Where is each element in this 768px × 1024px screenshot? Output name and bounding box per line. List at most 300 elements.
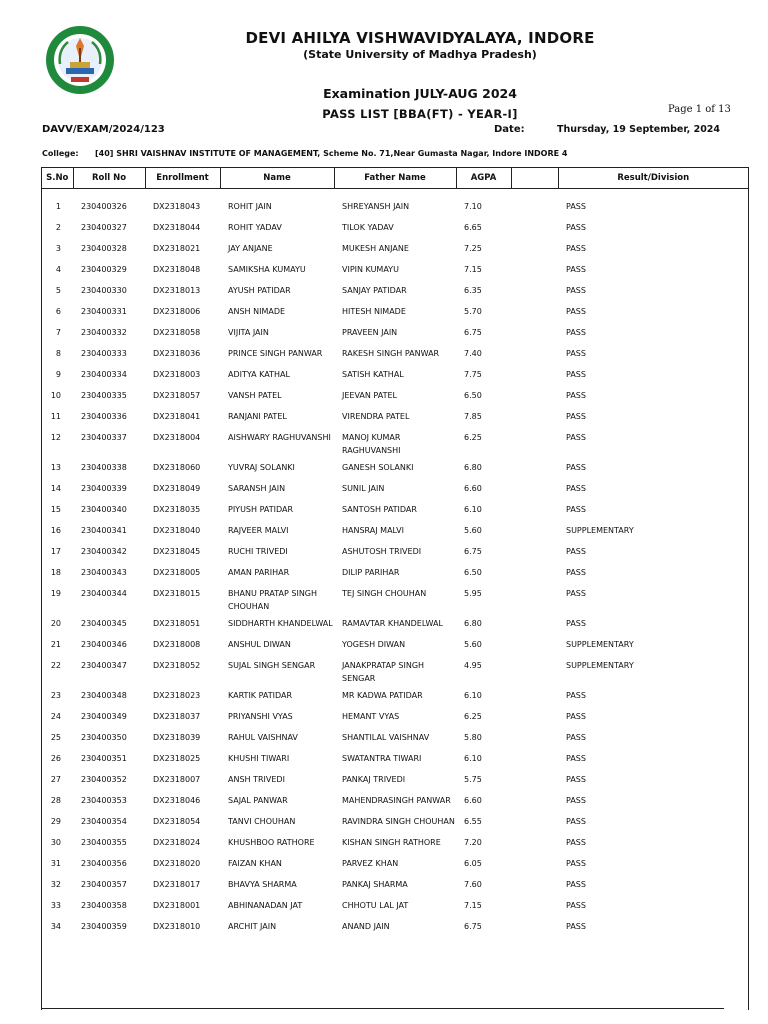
roll-no-cell: 230400328	[81, 244, 127, 253]
result-cell: PASS	[566, 859, 586, 868]
name-cell: KARTIK PATIDAR	[228, 691, 293, 700]
father-name-cell: RAMAVTAR KHANDELWAL	[342, 619, 443, 628]
name-cell: ANSH NIMADE	[228, 307, 286, 316]
sno-cell: 13	[50, 463, 61, 472]
table-row	[42, 343, 748, 364]
result-cell: PASS	[566, 412, 586, 421]
college-label: College:	[42, 149, 79, 158]
table-row	[42, 259, 748, 280]
enrollment-cell: DX2318017	[153, 880, 201, 889]
date-value: Thursday, 19 September, 2024	[557, 124, 721, 135]
sno-cell: 5	[55, 286, 61, 295]
father-name-cell: TILOK YADAV	[342, 223, 394, 232]
sno-cell: 7	[55, 328, 61, 337]
roll-no-cell: 230400329	[81, 265, 127, 274]
table-row	[42, 427, 748, 457]
name-cell: VIJITA JAIN	[228, 328, 269, 337]
table-row	[42, 562, 748, 583]
table-row	[42, 457, 748, 478]
blank-cell	[511, 790, 558, 811]
sno-cell: 30	[50, 838, 61, 847]
result-cell: PASS	[566, 202, 586, 211]
agpa-cell: 6.75	[464, 547, 482, 556]
roll-no-cell: 230400349	[81, 712, 127, 721]
enrollment-cell: DX2318035	[153, 505, 201, 514]
date-label: Date:	[494, 124, 525, 135]
name-cell: ABHINANADAN JAT	[228, 901, 303, 910]
blank-cell	[511, 478, 558, 499]
name-cell: ADITYA KATHAL	[228, 370, 290, 379]
table-row	[42, 301, 748, 322]
roll-no-cell: 230400327	[81, 223, 127, 232]
blank-cell	[511, 811, 558, 832]
result-cell: PASS	[566, 391, 586, 400]
result-cell: PASS	[566, 619, 586, 628]
blank-cell	[511, 301, 558, 322]
enrollment-cell: DX2318021	[153, 244, 201, 253]
agpa-cell: 5.60	[464, 526, 482, 535]
roll-no-cell: 230400348	[81, 691, 127, 700]
blank-cell	[511, 364, 558, 385]
father-name-cell: TEJ SINGH CHOUHAN	[342, 589, 427, 598]
column-header: Roll No	[73, 168, 145, 189]
result-cell: PASS	[566, 901, 586, 910]
result-cell: PASS	[566, 505, 586, 514]
roll-no-cell: 230400357	[81, 880, 127, 889]
agpa-cell: 6.80	[464, 463, 482, 472]
enrollment-cell: DX2318058	[153, 328, 201, 337]
result-cell: PASS	[566, 244, 586, 253]
column-header: Name	[220, 168, 334, 189]
sno-cell: 18	[50, 568, 61, 577]
blank-cell	[511, 916, 558, 937]
name-cell: SUJAL SINGH SENGAR	[228, 661, 316, 670]
column-header: S.No	[42, 168, 73, 189]
blank-cell	[511, 406, 558, 427]
sno-cell: 23	[50, 691, 61, 700]
sno-cell: 34	[50, 922, 61, 931]
blank-cell	[511, 499, 558, 520]
table-row	[42, 385, 748, 406]
result-cell: SUPPLEMENTARY	[566, 661, 634, 670]
result-cell: PASS	[566, 286, 586, 295]
roll-no-cell: 230400351	[81, 754, 127, 763]
blank-cell	[511, 238, 558, 259]
result-cell: PASS	[566, 463, 586, 472]
enrollment-cell: DX2318015	[153, 589, 201, 598]
enrollment-cell: DX2318001	[153, 901, 201, 910]
table-row	[42, 478, 748, 499]
name-cell: PIYUSH PATIDAR	[228, 505, 294, 514]
result-cell: PASS	[566, 775, 586, 784]
enrollment-cell: DX2318045	[153, 547, 201, 556]
table-row	[42, 727, 748, 748]
roll-no-cell: 230400340	[81, 505, 127, 514]
father-name-cell: SANJAY PATIDAR	[342, 286, 407, 295]
table-row	[42, 748, 748, 769]
enrollment-cell: DX2318036	[153, 349, 201, 358]
roll-no-cell: 230400342	[81, 547, 127, 556]
name-cell: RANJANI PATEL	[228, 412, 287, 421]
father-name-cell: HEMANT VYAS	[342, 712, 400, 721]
agpa-cell: 6.25	[464, 712, 482, 721]
agpa-cell: 6.35	[464, 286, 482, 295]
sno-cell: 14	[50, 484, 61, 493]
roll-no-cell: 230400330	[81, 286, 127, 295]
father-name-cell: RAVINDRA SINGH CHOUHAN	[342, 817, 455, 826]
table-bottom-rule	[41, 1008, 724, 1009]
agpa-cell: 7.40	[464, 349, 482, 358]
result-cell: PASS	[566, 712, 586, 721]
roll-no-cell: 230400335	[81, 391, 127, 400]
blank-cell	[511, 280, 558, 301]
agpa-cell: 6.50	[464, 568, 482, 577]
roll-no-cell: 230400354	[81, 817, 127, 826]
name-cell: PRINCE SINGH PANWAR	[228, 349, 323, 358]
table-row	[42, 832, 748, 853]
sno-cell: 24	[50, 712, 61, 721]
result-cell: PASS	[566, 922, 586, 931]
agpa-cell: 6.80	[464, 619, 482, 628]
name-cell: BHANU PRATAP SINGH CHOUHAN	[228, 589, 318, 611]
father-name-cell: JEEVAN PATEL	[342, 391, 397, 400]
name-cell: ANSHUL DIWAN	[228, 640, 291, 649]
enrollment-cell: DX2318039	[153, 733, 201, 742]
enrollment-cell: DX2318005	[153, 568, 201, 577]
sno-cell: 27	[50, 775, 61, 784]
roll-no-cell: 230400333	[81, 349, 127, 358]
roll-no-cell: 230400358	[81, 901, 127, 910]
blank-cell	[511, 189, 558, 218]
table-row	[42, 217, 748, 238]
sno-cell: 3	[55, 244, 61, 253]
father-name-cell: RAKESH SINGH PANWAR	[342, 349, 440, 358]
table-row	[42, 322, 748, 343]
agpa-cell: 4.95	[464, 661, 482, 670]
blank-cell	[511, 385, 558, 406]
result-cell: PASS	[566, 838, 586, 847]
column-header: Enrollment	[145, 168, 220, 189]
agpa-cell: 7.15	[464, 265, 482, 274]
father-name-cell: MAHENDRASINGH PANWAR	[342, 796, 451, 805]
name-cell: AISHWARY RAGHUVANSHI	[228, 433, 331, 442]
agpa-cell: 6.60	[464, 796, 482, 805]
enrollment-cell: DX2318057	[153, 391, 201, 400]
roll-no-cell: 230400347	[81, 661, 127, 670]
blank-cell	[511, 748, 558, 769]
blank-cell	[511, 874, 558, 895]
agpa-cell: 7.60	[464, 880, 482, 889]
father-name-cell: HANSRAJ MALVI	[342, 526, 404, 535]
table-row	[42, 499, 748, 520]
table-row	[42, 541, 748, 562]
table-row	[42, 613, 748, 634]
table-row	[42, 406, 748, 427]
father-name-cell: PRAVEEN JAIN	[342, 328, 398, 337]
result-cell: PASS	[566, 349, 586, 358]
roll-no-cell: 230400345	[81, 619, 127, 628]
result-cell: PASS	[566, 817, 586, 826]
table-row	[42, 790, 748, 811]
father-name-cell: VIRENDRA PATEL	[342, 412, 410, 421]
roll-no-cell: 230400359	[81, 922, 127, 931]
blank-cell	[511, 832, 558, 853]
name-cell: PRIYANSHI VYAS	[228, 712, 293, 721]
exam-title: Examination JULY-AUG 2024	[323, 86, 517, 101]
roll-no-cell: 230400332	[81, 328, 127, 337]
sno-cell: 11	[50, 412, 61, 421]
agpa-cell: 7.15	[464, 901, 482, 910]
roll-no-cell: 230400336	[81, 412, 127, 421]
enrollment-cell: DX2318025	[153, 754, 201, 763]
university-subtitle: (State University of Madhya Pradesh)	[303, 48, 537, 61]
sno-cell: 16	[50, 526, 61, 535]
name-cell: ARCHIT JAIN	[228, 922, 277, 931]
enrollment-cell: DX2318024	[153, 838, 201, 847]
table-row	[42, 189, 748, 218]
result-cell: PASS	[566, 754, 586, 763]
blank-cell	[511, 427, 558, 457]
blank-cell	[511, 520, 558, 541]
sno-cell: 6	[55, 307, 61, 316]
enrollment-cell: DX2318040	[153, 526, 201, 535]
name-cell: SIDDHARTH KHANDELWAL	[228, 619, 333, 628]
sno-cell: 22	[50, 661, 61, 670]
name-cell: RUCHI TRIVEDI	[228, 547, 288, 556]
father-name-cell: SUNIL JAIN	[342, 484, 385, 493]
result-cell: SUPPLEMENTARY	[566, 526, 634, 535]
father-name-cell: KISHAN SINGH RATHORE	[342, 838, 441, 847]
name-cell: FAIZAN KHAN	[228, 859, 282, 868]
result-cell: PASS	[566, 568, 586, 577]
roll-no-cell: 230400353	[81, 796, 127, 805]
agpa-cell: 6.10	[464, 691, 482, 700]
sno-cell: 33	[50, 901, 61, 910]
roll-no-cell: 230400356	[81, 859, 127, 868]
sno-cell: 9	[55, 370, 61, 379]
table-header-row	[42, 168, 748, 189]
sno-cell: 29	[50, 817, 61, 826]
result-cell: PASS	[566, 265, 586, 274]
enrollment-cell: DX2318041	[153, 412, 201, 421]
enrollment-cell: DX2318060	[153, 463, 201, 472]
agpa-cell: 6.25	[464, 433, 482, 442]
blank-cell	[511, 769, 558, 790]
enrollment-cell: DX2318006	[153, 307, 201, 316]
enrollment-cell: DX2318054	[153, 817, 201, 826]
result-cell: PASS	[566, 223, 586, 232]
blank-cell	[511, 457, 558, 478]
table-row	[42, 280, 748, 301]
enrollment-cell: DX2318013	[153, 286, 201, 295]
father-name-cell: PANKAJ SHARMA	[342, 880, 408, 889]
enrollment-cell: DX2318044	[153, 223, 201, 232]
roll-no-cell: 230400352	[81, 775, 127, 784]
father-name-cell: DILIP PARIHAR	[342, 568, 400, 577]
father-name-cell: SHANTILAL VAISHNAV	[342, 733, 430, 742]
blank-cell	[511, 583, 558, 613]
agpa-cell: 5.60	[464, 640, 482, 649]
table-row	[42, 655, 748, 685]
table-row	[42, 874, 748, 895]
blank-cell	[511, 706, 558, 727]
agpa-cell: 7.10	[464, 202, 482, 211]
column-header: Father Name	[334, 168, 456, 189]
result-cell: PASS	[566, 307, 586, 316]
agpa-cell: 6.75	[464, 922, 482, 931]
college-line	[42, 149, 567, 158]
name-cell: ROHIT JAIN	[228, 202, 272, 211]
name-cell: AMAN PARIHAR	[228, 568, 290, 577]
pass-list-title: PASS LIST [BBA(FT) - YEAR-I]	[322, 107, 518, 121]
sno-cell: 8	[55, 349, 61, 358]
sno-cell: 26	[50, 754, 61, 763]
result-cell: PASS	[566, 370, 586, 379]
result-cell: PASS	[566, 328, 586, 337]
father-name-cell: SHREYANSH JAIN	[342, 202, 410, 211]
enrollment-cell: DX2318004	[153, 433, 201, 442]
result-cell: SUPPLEMENTARY	[566, 640, 634, 649]
enrollment-cell: DX2318020	[153, 859, 201, 868]
sno-cell: 1	[55, 202, 61, 211]
reference-number: DAVV/EXAM/2024/123	[42, 124, 165, 135]
roll-no-cell: 230400343	[81, 568, 127, 577]
enrollment-cell: DX2318051	[153, 619, 201, 628]
enrollment-cell: DX2318007	[153, 775, 201, 784]
enrollment-cell: DX2318003	[153, 370, 201, 379]
roll-no-cell: 230400337	[81, 433, 127, 442]
sno-cell: 28	[50, 796, 61, 805]
enrollment-cell: DX2318010	[153, 922, 201, 931]
page-number: Page 1 of 13	[668, 104, 731, 115]
agpa-cell: 5.80	[464, 733, 482, 742]
roll-no-cell: 230400344	[81, 589, 127, 598]
enrollment-cell: DX2318008	[153, 640, 201, 649]
enrollment-cell: DX2318048	[153, 265, 201, 274]
agpa-cell: 7.75	[464, 370, 482, 379]
name-cell: KHUSHBOO RATHORE	[228, 838, 315, 847]
blank-cell	[511, 322, 558, 343]
name-cell: SAJAL PANWAR	[228, 796, 288, 805]
father-name-cell: GANESH SOLANKI	[342, 463, 414, 472]
college-name: [40] SHRI VAISHNAV INSTITUTE OF MANAGEMENT, Scheme No. 71,Near Gumasta Nagar, Indore INDORE 4	[95, 149, 568, 158]
sno-cell: 21	[50, 640, 61, 649]
enrollment-cell: DX2318043	[153, 202, 201, 211]
father-name-cell: JANAKPRATAP SINGH SENGAR	[342, 661, 425, 683]
blank-cell	[511, 727, 558, 748]
column-header	[511, 168, 558, 189]
father-name-cell: MANOJ KUMAR RAGHUVANSHI	[342, 433, 401, 455]
agpa-cell: 6.65	[464, 223, 482, 232]
table-row	[42, 895, 748, 916]
blank-cell	[511, 685, 558, 706]
name-cell: VANSH PATEL	[228, 391, 282, 400]
father-name-cell: SATISH KATHAL	[342, 370, 404, 379]
agpa-cell: 7.20	[464, 838, 482, 847]
roll-no-cell: 230400338	[81, 463, 127, 472]
blank-cell	[511, 853, 558, 874]
sno-cell: 31	[50, 859, 61, 868]
roll-no-cell: 230400341	[81, 526, 127, 535]
result-cell: PASS	[566, 691, 586, 700]
table-row	[42, 811, 748, 832]
blank-cell	[511, 217, 558, 238]
pass-list-table	[41, 167, 749, 1010]
agpa-cell: 6.55	[464, 817, 482, 826]
agpa-cell: 6.60	[464, 484, 482, 493]
agpa-cell: 7.85	[464, 412, 482, 421]
name-cell: RAHUL VAISHNAV	[228, 733, 298, 742]
sno-cell: 20	[50, 619, 61, 628]
table-row	[42, 706, 748, 727]
column-header: Result/Division	[558, 168, 748, 189]
agpa-cell: 6.10	[464, 754, 482, 763]
table-row	[42, 916, 748, 937]
name-cell: BHAVYA SHARMA	[228, 880, 297, 889]
father-name-cell: SWATANTRA TIWARI	[342, 754, 422, 763]
university-emblem-icon	[44, 24, 116, 96]
blank-cell	[511, 613, 558, 634]
table-row	[42, 364, 748, 385]
name-cell: ANSH TRIVEDI	[228, 775, 285, 784]
agpa-cell: 7.25	[464, 244, 482, 253]
blank-cell	[511, 541, 558, 562]
name-cell: JAY ANJANE	[228, 244, 273, 253]
sno-cell: 19	[50, 589, 61, 598]
sno-cell: 32	[50, 880, 61, 889]
name-cell: SARANSH JAIN	[228, 484, 286, 493]
agpa-cell: 6.50	[464, 391, 482, 400]
sno-cell: 15	[50, 505, 61, 514]
father-name-cell: PANKAJ TRIVEDI	[342, 775, 406, 784]
enrollment-cell: DX2318037	[153, 712, 201, 721]
column-header: AGPA	[456, 168, 511, 189]
blank-cell	[511, 562, 558, 583]
agpa-cell: 5.70	[464, 307, 482, 316]
table-row	[42, 853, 748, 874]
roll-no-cell: 230400350	[81, 733, 127, 742]
agpa-cell: 5.75	[464, 775, 482, 784]
name-cell: TANVI CHOUHAN	[228, 817, 296, 826]
agpa-cell: 6.75	[464, 328, 482, 337]
name-cell: RAJVEER MALVI	[228, 526, 289, 535]
university-name: DEVI AHILYA VISHWAVIDYALAYA, INDORE	[245, 29, 595, 47]
sno-cell: 2	[55, 223, 61, 232]
roll-no-cell: 230400331	[81, 307, 127, 316]
father-name-cell: HITESH NIMADE	[342, 307, 406, 316]
father-name-cell: YOGESH DIWAN	[342, 640, 406, 649]
agpa-cell: 6.05	[464, 859, 482, 868]
sno-cell: 25	[50, 733, 61, 742]
roll-no-cell: 230400334	[81, 370, 127, 379]
enrollment-cell: DX2318052	[153, 661, 201, 670]
father-name-cell: SANTOSH PATIDAR	[342, 505, 417, 514]
blank-cell	[511, 259, 558, 280]
table-row	[42, 685, 748, 706]
enrollment-cell: DX2318046	[153, 796, 201, 805]
roll-no-cell: 230400326	[81, 202, 127, 211]
father-name-cell: VIPIN KUMAYU	[342, 265, 399, 274]
sno-cell: 17	[50, 547, 61, 556]
father-name-cell: PARVEZ KHAN	[342, 859, 399, 868]
name-cell: ROHIT YADAV	[228, 223, 282, 232]
result-cell: PASS	[566, 880, 586, 889]
table-row	[42, 583, 748, 613]
name-cell: YUVRAJ SOLANKI	[228, 463, 295, 472]
enrollment-cell: DX2318023	[153, 691, 201, 700]
blank-cell	[511, 655, 558, 685]
name-cell: SAMIKSHA KUMAYU	[228, 265, 306, 274]
